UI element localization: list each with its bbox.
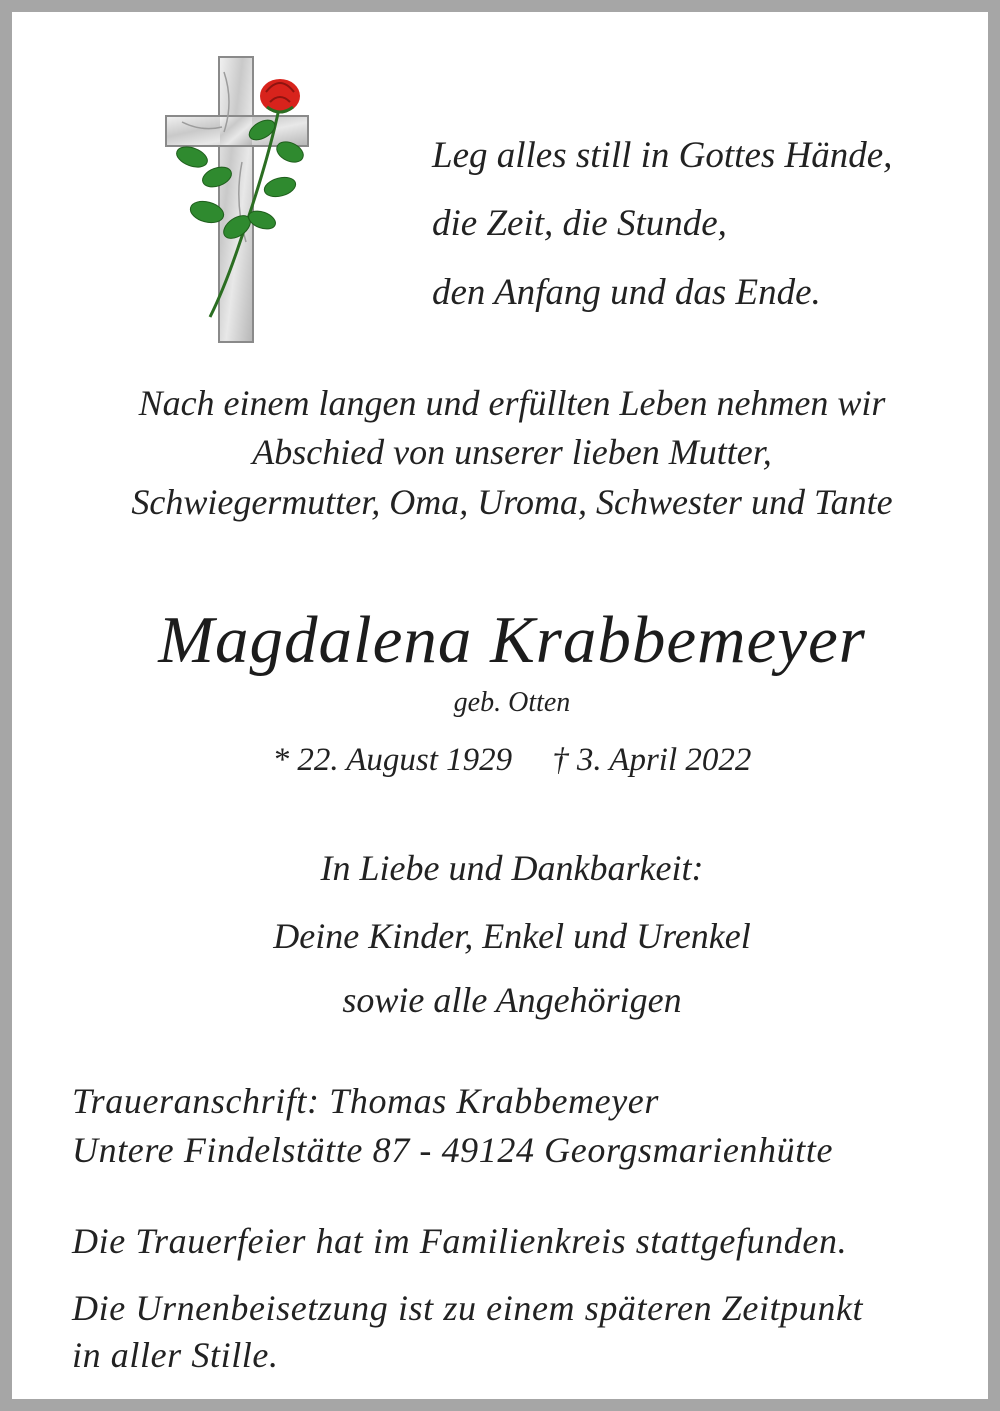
intro-line-1: Nach einem langen und erfüllten Leben nehmen wir — [138, 383, 886, 423]
life-dates — [12, 742, 1000, 779]
death-date: † 3. April 2022 — [552, 742, 752, 778]
note-line-1: Die Trauerfeier hat im Familienkreis stattgefunden. — [72, 1221, 848, 1261]
verse-line-3: den Anfang und das Ende. — [432, 272, 821, 313]
verse-line-2: die Zeit, die Stunde, — [432, 203, 727, 244]
address-line-2: Untere Findelstätte 87 - 49124 Georgsmarienhütte — [72, 1130, 834, 1170]
birth-date: * 22. August 1929 — [272, 742, 513, 778]
deceased-name: Magdalena Krabbemeyer — [158, 603, 866, 677]
note-line-2: Die Urnenbeisetzung ist zu einem späteren Zeitpunkt — [72, 1288, 864, 1328]
closing-heading: In Liebe und Dankbarkeit: — [320, 848, 704, 888]
birth-name: geb. Otten — [453, 687, 571, 718]
verse-line-1: Leg alles still in Gottes Hände, — [432, 135, 893, 176]
note-line-3: in aller Stille. — [72, 1335, 279, 1375]
intro-line-2: Abschied von unserer lieben Mutter, — [252, 432, 772, 472]
intro-line-3: Schwiegermutter, Oma, Uroma, Schwester und Tante — [131, 482, 893, 522]
mourners-line-2: sowie alle Angehörigen — [342, 980, 682, 1020]
cross-with-rose-icon — [162, 52, 312, 347]
address-line-1: Traueranschrift: Thomas Krabbemeyer — [72, 1081, 659, 1121]
mourners-line-1: Deine Kinder, Enkel und Urenkel — [273, 916, 751, 956]
